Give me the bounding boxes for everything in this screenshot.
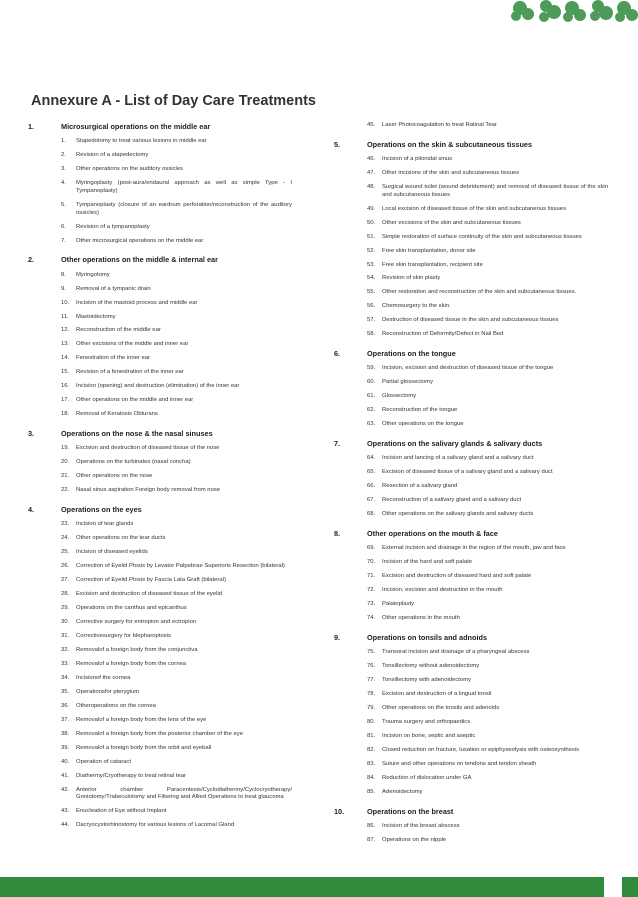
list-item — [61, 822, 292, 830]
item-number: 54. — [367, 275, 376, 282]
item-label: Tonsillectomy with adenoidectomy — [382, 677, 472, 684]
item-label: Operations on the turbinates (nasal concha) — [76, 459, 191, 466]
item-label: Myringoplasty (post-aura/endaural approach as well as simple Type - I Tympanoplasty) — [76, 180, 292, 194]
list-item — [367, 559, 608, 567]
item-label: Removal of a tympanic drain — [76, 285, 151, 292]
item-label: Transoral incision and drainage of a pharyngeal abscess — [382, 649, 530, 656]
item-number: 44. — [61, 822, 70, 829]
item-number: 55. — [367, 289, 376, 296]
item-label: Other operations on the tonsils and adenoids — [382, 705, 500, 712]
list-item — [61, 355, 292, 363]
item-number: 25. — [61, 549, 70, 556]
list-item — [61, 286, 292, 294]
item-number: 38. — [61, 730, 70, 737]
item-label: Incision of a pilonidal sinus — [382, 156, 453, 163]
list-item — [61, 689, 292, 697]
item-label: Trauma surgery and orthopaedics — [382, 719, 471, 726]
list-item — [61, 605, 292, 613]
item-label: Reduction of dislocation under GA — [382, 774, 472, 781]
item-label: Otheroperations on the cornea — [76, 702, 156, 709]
leaf-pattern-decoration — [498, 0, 638, 40]
item-number: 33. — [61, 661, 70, 668]
item-number: 18. — [61, 411, 70, 418]
section-number: 7. — [334, 438, 341, 448]
section-number: 4. — [28, 504, 35, 514]
item-number: 65. — [367, 469, 376, 476]
list-item — [367, 677, 608, 685]
list-item — [367, 184, 608, 199]
item-number: 27. — [61, 577, 70, 584]
list-item — [61, 703, 292, 711]
list-item — [367, 705, 608, 713]
item-label: Destruction of diseased tissue in the skin and subcutaneous tissues — [382, 317, 559, 324]
list-item — [61, 731, 292, 739]
item-number: 49. — [367, 205, 376, 212]
section-title: Operations on the salivary glands & salivary ducts — [367, 438, 543, 448]
item-label: Reconstruction of a salivary gland and a salivary duct — [382, 497, 522, 504]
section-heading — [334, 808, 608, 816]
item-number: 79. — [367, 705, 376, 712]
list-item — [61, 717, 292, 725]
item-number: 70. — [367, 559, 376, 566]
item-number: 74. — [367, 615, 376, 622]
item-number: 29. — [61, 605, 70, 612]
item-label: Incision, excision and destruction in the mouth — [382, 587, 503, 594]
item-label: Incision on bone, septic and aseptic — [382, 733, 476, 740]
list-item — [61, 521, 292, 529]
section-heading — [334, 634, 608, 642]
list-item — [61, 459, 292, 467]
section-number: 8. — [334, 528, 341, 538]
item-number: 17. — [61, 397, 70, 404]
section-number: 2. — [28, 255, 35, 265]
section-number: 10. — [334, 806, 345, 816]
item-number: 52. — [367, 247, 376, 254]
item-number: 24. — [61, 535, 70, 542]
item-label: Other incisions of the skin and subcutaneous tissues — [382, 170, 520, 177]
item-label: Removalof a foreign body from the posterior chamber of the eye — [76, 730, 243, 737]
item-number: 10. — [61, 299, 70, 306]
item-number: 63. — [367, 421, 376, 428]
item-number: 13. — [61, 341, 70, 348]
footer-bar — [0, 877, 638, 897]
item-label: Reconstruction of Deformity/Defect in Nail Bed — [382, 331, 504, 338]
list-item — [367, 156, 608, 164]
item-number: 7. — [61, 237, 66, 244]
item-label: Removalof a foreign body from the orbit and eyeball — [76, 744, 212, 751]
list-item — [367, 789, 608, 797]
item-label: Simple restoration of surface continuity of the skin and subcutaneous tissues — [382, 233, 582, 240]
item-label: Revision of a fenestration of the inner ear — [76, 369, 184, 376]
list-item — [367, 497, 608, 505]
item-label: Other operations on the auditory ossicles — [76, 166, 184, 173]
list-item — [61, 633, 292, 641]
item-number: 30. — [61, 619, 70, 626]
item-label: Stapedotomy to treat various lesions in middle ear — [76, 138, 207, 145]
item-label: Palatoplasty — [382, 601, 415, 608]
item-number: 45. — [367, 122, 376, 128]
item-label: Other restoration and reconstruction of the skin and subcutaneous tissues. — [382, 289, 577, 296]
item-label: Other operations on the tongue — [382, 421, 464, 428]
item-number: 50. — [367, 219, 376, 226]
item-number: 37. — [61, 716, 70, 723]
item-number: 72. — [367, 587, 376, 594]
item-number: 3. — [61, 166, 66, 173]
item-number: 34. — [61, 674, 70, 681]
item-label: Surgical wound toilet (wound debridement) and removal of diseased tissue of the skin and subcutaneous tissues — [382, 184, 608, 198]
item-label: Laser Photocoagulation to treat Ratinal Tear — [382, 122, 497, 128]
section-title: Other operations on the mouth & face — [367, 528, 498, 538]
item-number: 56. — [367, 303, 376, 310]
item-label: Incision of diseased eyelids — [76, 549, 148, 556]
item-number: 43. — [61, 808, 70, 815]
item-label: Myringotomy — [76, 271, 110, 278]
item-label: Correction of Eyelid Ptosis by Levator Palpebrae Superioris Resection (bilateral) — [76, 563, 285, 570]
section-heading — [334, 530, 608, 538]
item-number: 6. — [61, 223, 66, 230]
list-item — [61, 773, 292, 781]
item-number: 12. — [61, 327, 70, 334]
list-item — [61, 272, 292, 280]
footer-notch — [604, 877, 622, 897]
item-label: Adenoidectomy — [382, 788, 423, 795]
list-item — [61, 473, 292, 481]
item-label: Anterior chamber Paracentesis/Cyclodiathermy/Cyclocryotherapy/ Goniotomy/Trabeculotomy and Filtering and Allied Operations to treat glaucoma — [76, 786, 292, 801]
item-number: 73. — [367, 601, 376, 608]
item-label: Closed reduction on fracture, luxation or epiphyseolysis with osteosynthesis — [382, 746, 580, 753]
list-item — [367, 663, 608, 671]
item-number: 2. — [61, 152, 66, 159]
list-item — [61, 411, 292, 419]
list-item — [367, 289, 608, 297]
page-title: Annexure A - List of Day Care Treatments — [31, 93, 316, 109]
list-item — [367, 379, 608, 387]
list-item — [61, 563, 292, 571]
item-label: Operations on the canthus and epicanthus — [76, 605, 187, 612]
item-label: Other excisions of the middle and inner ear — [76, 341, 189, 348]
item-number: 23. — [61, 521, 70, 528]
item-number: 68. — [367, 511, 376, 518]
item-number: 46. — [367, 156, 376, 163]
list-item — [367, 587, 608, 595]
section-title: Operations on the breast — [367, 806, 454, 816]
list-item — [367, 220, 608, 228]
left-column — [28, 117, 292, 836]
item-label: Reconstruction of the tongue — [382, 407, 458, 414]
item-label: Incision of the breast abscess — [382, 822, 460, 829]
section-title: Operations on tonsils and adnoids — [367, 632, 488, 642]
item-label: Free skin transplantation, recipient site — [382, 261, 483, 268]
list-item — [367, 573, 608, 581]
item-number: 32. — [61, 647, 70, 654]
list-item — [367, 545, 608, 553]
item-number: 15. — [61, 369, 70, 376]
item-number: 41. — [61, 772, 70, 779]
item-label: Tonsillectomy without adenoidectomy — [382, 663, 480, 670]
list-item — [367, 170, 608, 178]
list-item — [367, 393, 608, 401]
item-label: Incision, excision and destruction of diseased tissue of the tongue — [382, 365, 554, 372]
item-label: Other operations on the tear ducts — [76, 535, 166, 542]
item-label: Suture and other operations on tendons and tendon sheath — [382, 760, 537, 767]
list-item — [367, 601, 608, 609]
list-item — [367, 733, 608, 741]
item-number: 36. — [61, 702, 70, 709]
item-label: Revision of a stapedectomy — [76, 152, 149, 159]
list-item — [61, 341, 292, 349]
item-number: 40. — [61, 758, 70, 765]
item-label: Excision and destruction of diseased tissue of the eyelid — [76, 591, 223, 598]
list-item — [367, 483, 608, 491]
list-item — [367, 234, 608, 242]
item-number: 77. — [367, 677, 376, 684]
list-item — [61, 327, 292, 335]
item-number: 80. — [367, 719, 376, 726]
item-number: 57. — [367, 317, 376, 324]
list-item — [61, 138, 292, 146]
item-number: 47. — [367, 170, 376, 177]
list-item — [367, 455, 608, 463]
section-title: Operations on the tongue — [367, 349, 456, 359]
item-number: 53. — [367, 261, 376, 268]
list-item — [367, 317, 608, 325]
item-label: Excision and destruction of diseased tissue of the nose — [76, 445, 220, 452]
list-item — [61, 445, 292, 453]
item-number: 60. — [367, 379, 376, 386]
item-label: External incision and drainage in the region of the mouth, jaw and face — [382, 545, 566, 552]
section-title: Operations on the nose & the nasal sinuses — [61, 428, 213, 438]
list-item — [61, 759, 292, 767]
item-number: 58. — [367, 331, 376, 338]
item-number: 71. — [367, 573, 376, 580]
list-item — [367, 823, 608, 831]
item-label: Other operations in the mouth — [382, 615, 460, 622]
item-number: 75. — [367, 649, 376, 656]
section-title: Other operations on the middle & internal ear — [61, 255, 218, 265]
list-item — [367, 511, 608, 519]
item-label: Operationsfor pterygium — [76, 688, 140, 695]
list-item — [367, 275, 608, 283]
item-number: 82. — [367, 746, 376, 753]
item-number: 16. — [61, 383, 70, 390]
item-label: Incision of the mastoid process and middle ear — [76, 299, 198, 306]
item-number: 1. — [61, 138, 66, 145]
item-label: Revision of skin plasty — [382, 275, 441, 282]
item-label: Enucleation of Eye without Implant — [76, 808, 167, 815]
item-label: Local excision of diseased tissue of the skin and subcutaneous tissues — [382, 205, 567, 212]
item-label: Reconstruction of the middle ear — [76, 327, 161, 334]
item-label: Correctivesurgery for blepharoptosis — [76, 633, 171, 640]
item-number: 85. — [367, 788, 376, 795]
item-number: 39. — [61, 744, 70, 751]
item-number: 21. — [61, 473, 70, 480]
item-label: Resection of a salivary gland — [382, 483, 458, 490]
list-item — [61, 535, 292, 543]
section-heading — [334, 141, 608, 149]
item-number: 42. — [61, 786, 70, 793]
list-item — [61, 166, 292, 174]
list-item — [367, 775, 608, 783]
item-number: 22. — [61, 487, 70, 494]
item-label: Corrective surgery for entropion and ectropion — [76, 619, 197, 626]
list-item — [367, 122, 608, 130]
section-number: 9. — [334, 632, 341, 642]
list-item — [367, 747, 608, 755]
item-number: 20. — [61, 459, 70, 466]
list-item — [367, 365, 608, 373]
item-label: Other microsurgical operations on the middle ear — [76, 237, 204, 244]
section-heading — [28, 506, 292, 514]
item-label: Tympanoplasty (closure of an eardrum perforation/reconstruction of the auditory ossicles) — [76, 201, 292, 216]
item-number: 19. — [61, 445, 70, 452]
item-number: 14. — [61, 355, 70, 362]
item-label: Mastoidectomy — [76, 313, 116, 320]
item-number: 67. — [367, 497, 376, 504]
item-number: 84. — [367, 774, 376, 781]
item-label: Other operations on the middle and inner ear — [76, 397, 194, 404]
item-label: Removalof a foreign body from the conjunctiva — [76, 647, 198, 654]
section-heading — [28, 123, 292, 131]
item-number: 66. — [367, 483, 376, 490]
list-item — [61, 180, 292, 195]
item-label: Incision and lancing of a salivary gland and a salivary duct — [382, 455, 534, 462]
list-item — [61, 661, 292, 669]
item-number: 9. — [61, 285, 66, 292]
item-number: 64. — [367, 455, 376, 462]
item-number: 78. — [367, 691, 376, 698]
item-label: Other operations on the salivary glands and salivary ducts — [382, 511, 534, 518]
list-item — [367, 615, 608, 623]
item-label: Diathermy/Cryotherapy to treat retinal tear — [76, 772, 187, 779]
item-number: 35. — [61, 688, 70, 695]
section-title: Operations on the eyes — [61, 504, 142, 514]
list-item — [367, 331, 608, 339]
list-item — [367, 837, 608, 845]
list-item — [367, 761, 608, 769]
list-item — [61, 383, 292, 391]
item-label: Incisionof the cornea — [76, 674, 131, 681]
item-number: 62. — [367, 407, 376, 414]
item-number: 86. — [367, 822, 376, 829]
item-label: Incision (opening) and destruction (elimination) of the inner ear — [76, 383, 240, 390]
list-item — [61, 619, 292, 627]
list-item — [61, 745, 292, 753]
list-item — [61, 675, 292, 683]
item-number: 8. — [61, 271, 66, 278]
item-label: Free skin transplantation, donor site — [382, 247, 476, 254]
item-label: Excision of diseased tissue of a salivary gland and a salivary duct — [382, 469, 553, 476]
section-heading — [334, 350, 608, 358]
list-item — [61, 591, 292, 599]
item-number: 81. — [367, 733, 376, 740]
item-number: 76. — [367, 663, 376, 670]
item-number: 61. — [367, 393, 376, 400]
section-title: Operations on the skin & subcutaneous tissues — [367, 139, 533, 149]
item-label: Partial glossectomy — [382, 379, 434, 386]
list-item — [61, 152, 292, 160]
item-number: 4. — [61, 180, 66, 187]
list-item — [367, 649, 608, 657]
list-item — [61, 369, 292, 377]
section-number: 6. — [334, 349, 341, 359]
list-item — [367, 691, 608, 699]
item-number: 11. — [61, 313, 69, 320]
list-item — [367, 206, 608, 214]
list-item — [367, 421, 608, 429]
item-label: Excision and destruction of a lingual tonsil — [382, 691, 492, 698]
section-title: Microsurgical operations on the middle ear — [61, 122, 211, 131]
item-label: Incision of tear glands — [76, 521, 134, 528]
list-item — [367, 248, 608, 256]
item-label: Fenestration of the inner ear — [76, 355, 151, 362]
list-item — [367, 469, 608, 477]
item-number: 59. — [367, 365, 376, 372]
list-item — [61, 549, 292, 557]
list-item — [367, 407, 608, 415]
list-item — [61, 202, 292, 217]
section-heading — [334, 440, 608, 448]
item-label: Nasal sinus aspiration Foreign body removal from nose — [76, 487, 221, 494]
item-number: 26. — [61, 563, 70, 570]
list-item — [61, 238, 292, 246]
item-label: Removalof a foreign body from the lens of the eye — [76, 716, 207, 723]
item-number: 48. — [367, 184, 376, 190]
item-number: 83. — [367, 760, 376, 767]
list-item — [61, 397, 292, 405]
list-item — [61, 647, 292, 655]
item-label: Chemosurgery to the skin. — [382, 303, 451, 310]
list-item — [61, 224, 292, 232]
item-number: 51. — [367, 233, 376, 240]
section-number: 3. — [28, 428, 35, 438]
section-number: 5. — [334, 139, 341, 149]
item-number: 5. — [61, 201, 66, 208]
item-label: Dacryocystorhinostomy for various lesions of Lacrimal Gland — [76, 822, 235, 829]
item-label: Excision and destruction of diseased hard and soft palate — [382, 573, 532, 580]
item-label: Revision of a tympanoplasty — [76, 223, 150, 230]
item-label: Removal of Keratosis Obturans — [76, 411, 158, 418]
item-number: 31. — [61, 633, 70, 640]
item-label: Glossectomy — [382, 393, 417, 400]
item-label: Operations on the nipple — [382, 836, 447, 843]
item-label: Correction of Eyelid Ptosis by Fascia Lata Graft (bilateral) — [76, 577, 226, 584]
list-item — [61, 787, 292, 802]
section-number: 1. — [28, 122, 35, 131]
list-item — [367, 719, 608, 727]
item-label: Other excisions of the skin and subcutaneous tissues — [382, 219, 521, 226]
list-item — [367, 303, 608, 311]
list-item — [61, 808, 292, 816]
item-number: 87. — [367, 836, 376, 843]
section-heading — [28, 256, 292, 264]
item-label: Incision of the hard and soft palate — [382, 559, 473, 566]
item-number: 69. — [367, 545, 376, 552]
item-label: Operation of cataract — [76, 758, 132, 765]
list-item — [61, 577, 292, 585]
item-number: 28. — [61, 591, 70, 598]
list-item — [61, 300, 292, 308]
item-label: Other operations on the nose — [76, 473, 153, 480]
item-label: Removalof a foreign body from the cornea — [76, 661, 187, 668]
right-column — [334, 117, 608, 851]
list-item — [61, 314, 292, 322]
list-item — [367, 262, 608, 270]
list-item — [61, 487, 292, 495]
section-heading — [28, 430, 292, 438]
